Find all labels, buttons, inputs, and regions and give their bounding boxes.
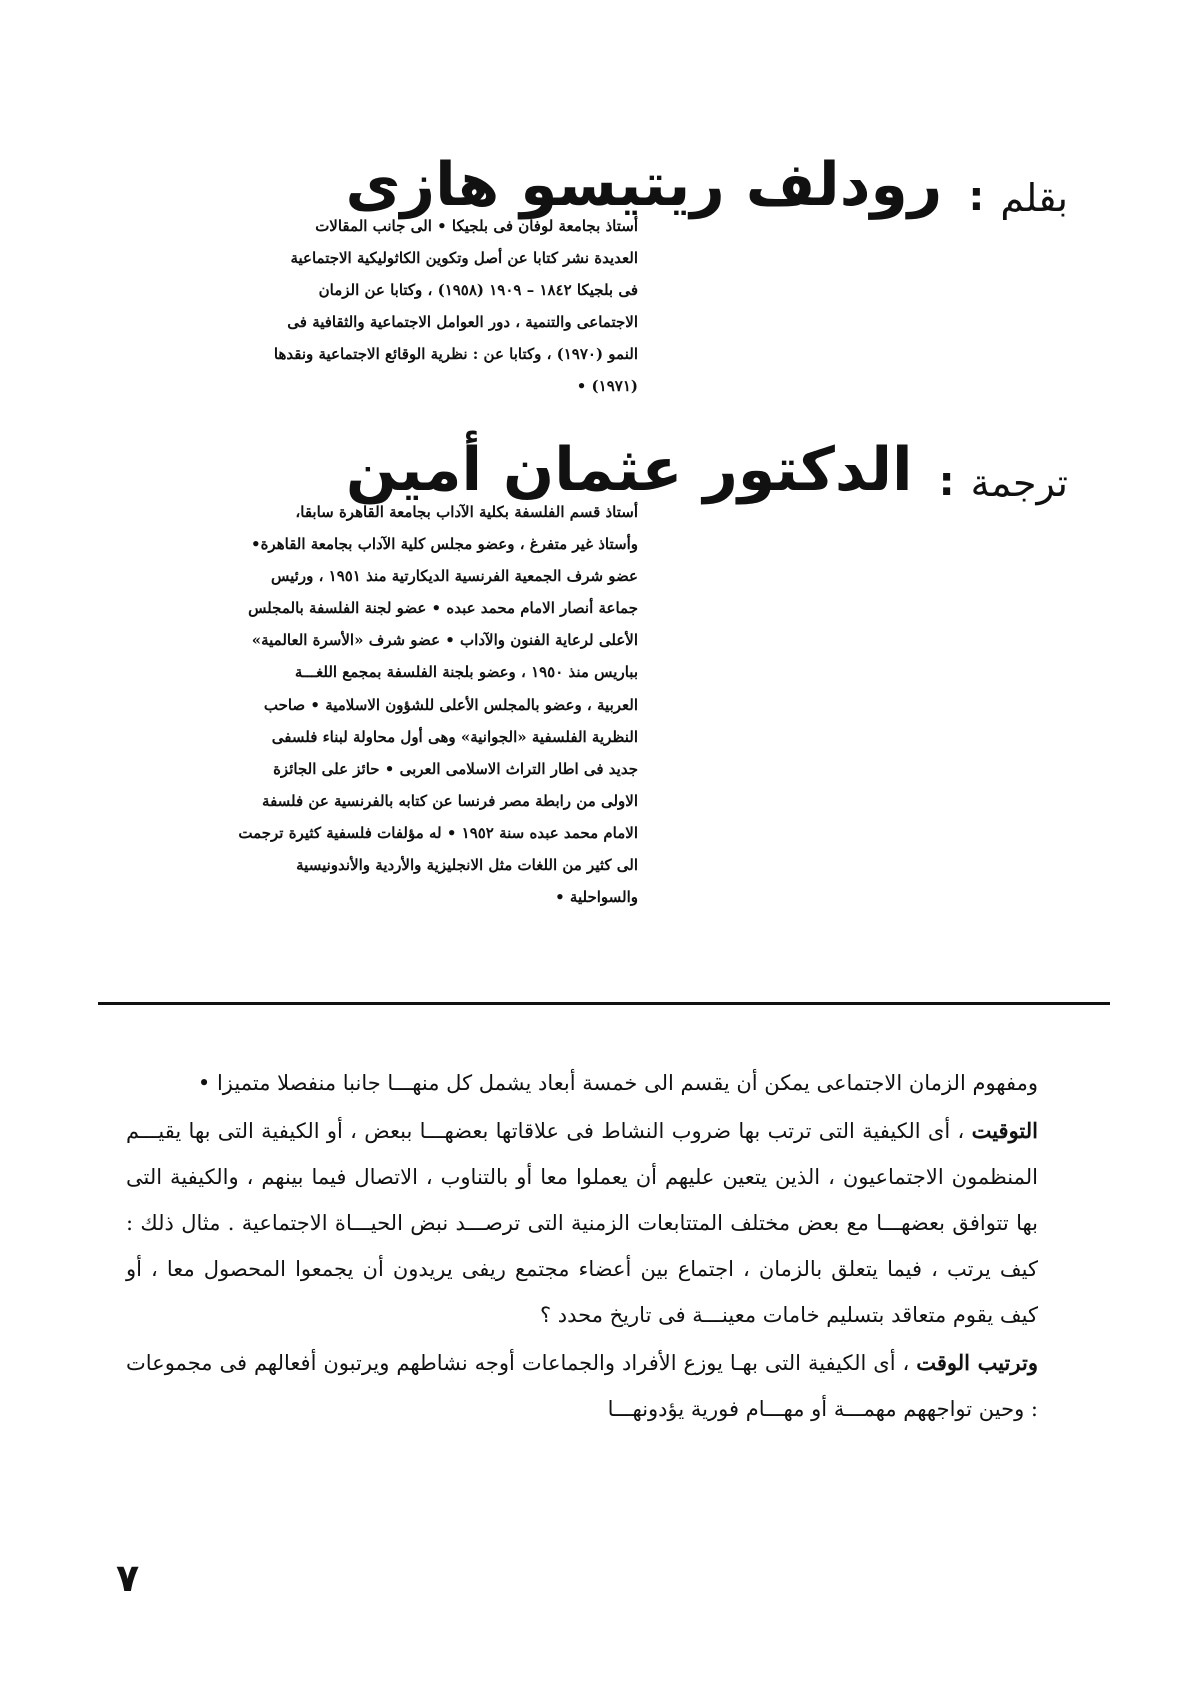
author-bio-line: العديدة نشر كتابا عن أصل وتكوين الكاثوليكية الاجتماعية [290, 249, 638, 268]
author-bio [178, 210, 638, 403]
timing-term: التوقيت [971, 1118, 1038, 1143]
author-label: بقلم [1000, 176, 1068, 220]
author-bio-line: النمو (١٩٧٠) ، وكتابا عن : نظرية الوقائع الاجتماعية ونقدها [273, 345, 638, 364]
translator-bio-line: الامام محمد عبده سنة ١٩٥٢ • له مؤلفات فلسفية كثيرة ترجمت [238, 823, 638, 842]
translator-bio-line: والسواحلية • [555, 888, 638, 907]
translator-label: ترجمة [970, 461, 1068, 505]
author-bio-line: أستاذ بجامعة لوفان فى بلجيكا • الى جانب المقالات [315, 217, 638, 235]
translator-bio-line: جديد فى اطار التراث الاسلامى العربى • حائز على الجائزة [273, 759, 638, 778]
translator-bio-line: العربية ، وعضو بالمجلس الأعلى للشؤون الاسلامية • صاحب [263, 695, 638, 714]
time-order-text: ، أى الكيفية التى بهـا يوزع الأفراد والجماعات أوجه نشاطهم ويرتبون أفعالهم فى مجموعات : وحين تواجههم مهمـــة أو مهـــام فورية يؤدونهـــا [126, 1351, 1038, 1421]
translator-bio-line: عضو شرف الجمعية الفرنسية الديكارتية منذ ١٩٥١ ، ورئيس [271, 567, 638, 586]
time-order-term: وترتيب الوقت [916, 1350, 1038, 1375]
page-number: ٧ [116, 1556, 140, 1600]
translator-bio-line: النظرية الفلسفية «الجوانية» وهى أول محاولة لبناء فلسفى [271, 727, 638, 746]
timing-text: ، أى الكيفية التى ترتب بها ضروب النشاط فى علاقاتها بعضهـــا ببعض ، أو الكيفية التى بها يقيـــم المنظمون الاجتماعيون ، الذين يتعين عليهم أن يعملوا معا أو بالتناوب ، الاتصال فيما بينهم ، والكيفية التى بها تتوافق بعضهـــا مع بعض مختلف المتتابعات الزمنية التى ترصـــد نبض الحيـــاة الاجتماعية . مثال ذلك : كيف يرتب ، فيما يتعلق بالزمان ، اجتماع بين أعضاء مجتمع ريفى يريدون أن يجمعوا المحصول معا ، أو كيف يقوم متعاقد بتسليم خامات معينـــة فى تاريخ محدد ؟ [126, 1119, 1038, 1327]
section-divider [98, 1002, 1110, 1005]
time-order-paragraph [126, 1340, 1038, 1432]
intro-paragraph: ومفهوم الزمان الاجتماعى يمكن أن يقسم الى خمسة أبعاد يشمل كل منهـــا جانبا منفصلا متميزا • [197, 1071, 1038, 1095]
translator-separator: : [938, 459, 955, 505]
translator-name: الدكتور عثمان أمين [345, 435, 913, 505]
translator-byline [345, 405, 1068, 505]
author-bio-line: (١٩٧١) • [576, 377, 638, 396]
author-separator: : [968, 174, 985, 220]
author-byline [345, 120, 1068, 220]
author-name: رودلف ريتيسو هازى [345, 150, 943, 220]
translator-bio-line: الأعلى لرعاية الفنون والآداب • عضو شرف «الأسرة العالمية» [251, 631, 638, 650]
translator-bio-line: الى كثير من اللغات مثل الانجليزية والأردية والأندونيسية [296, 856, 638, 875]
translator-bio [178, 496, 638, 913]
author-bio-line: فى بلجيكا ١٨٤٢ – ١٩٠٩ (١٩٥٨) ، وكتابا عن الزمان [318, 281, 638, 300]
translator-bio-line: أستاذ قسم الفلسفة بكلية الآداب بجامعة القاهرة سابقا، [295, 503, 638, 521]
translator-bio-line: بباريس منذ ١٩٥٠ ، وعضو بلجنة الفلسفة بمجمع اللغـــة [294, 663, 638, 682]
article-body [126, 1060, 1038, 1434]
author-bio-line: الاجتماعى والتنمية ، دور العوامل الاجتماعية والثقافية فى [287, 313, 638, 332]
translator-bio-line: جماعة أنصار الامام محمد عبده • عضو لجنة الفلسفة بالمجلس [248, 599, 638, 618]
translator-bio-line: الاولى من رابطة مصر فرنسا عن كتابه بالفرنسية عن فلسفة [262, 791, 638, 810]
timing-paragraph [126, 1108, 1038, 1338]
translator-bio-line: وأستاذ غير متفرغ ، وعضو مجلس كلية الآداب بجامعة القاهرة• [250, 535, 638, 554]
